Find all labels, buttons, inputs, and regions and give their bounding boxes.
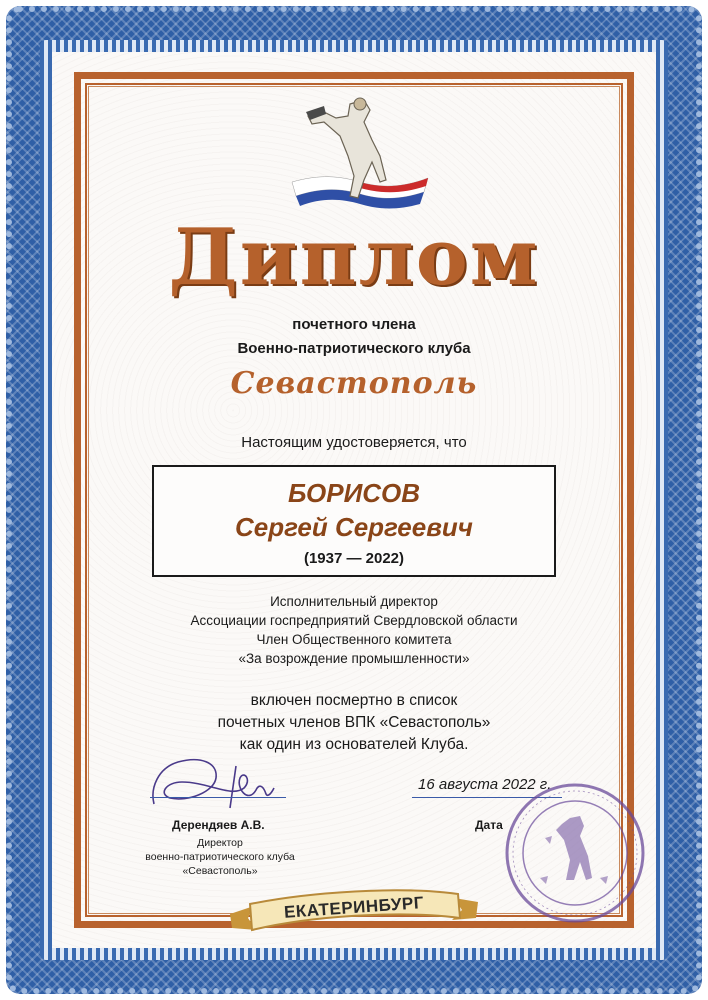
position-line: «За возрождение промышленности»	[238, 651, 470, 666]
seal-stamp-icon	[500, 778, 650, 928]
recipient-years: (1937 — 2022)	[303, 550, 405, 567]
inclusion-line: как один из основателей Клуба.	[239, 736, 469, 753]
certifies-text: Настоящим удостоверяется, что	[241, 434, 467, 451]
subtitle-line-2: Военно-патриотического клуба	[237, 340, 471, 357]
date-value: 16 августа 2022 г.	[418, 776, 552, 793]
recipient-surname: БОРИСОВ	[287, 478, 421, 508]
subtitle-line-1: почетного члена	[292, 316, 416, 333]
city-label: ЕКАТЕРИНБУРГ	[283, 893, 425, 922]
inclusion-line: почетных членов ВПК «Севастополь»	[217, 714, 491, 731]
inclusion-line: включен посмертно в список	[250, 692, 458, 709]
signature-line	[150, 797, 286, 798]
position-line: Исполнительный директор	[270, 594, 438, 609]
signer-role-line: военно-патриотического клуба	[145, 851, 295, 863]
signer-name: Дерендяев А.В.	[172, 818, 265, 832]
position-line: Член Общественного комитета	[256, 632, 452, 647]
monument-emblem-icon	[290, 96, 430, 211]
diploma-title: Диплом	[168, 212, 540, 303]
position-line: Ассоциации госпредприятий Свердловской области	[190, 613, 518, 628]
club-name: Севастополь	[230, 366, 478, 401]
signer-role-line: Директор	[197, 837, 243, 849]
signature-icon	[148, 748, 278, 818]
recipient-given-names: Сергей Сергеевич	[235, 512, 473, 542]
date-label: Дата	[475, 818, 503, 832]
signer-role-line: «Севастополь»	[182, 865, 258, 877]
